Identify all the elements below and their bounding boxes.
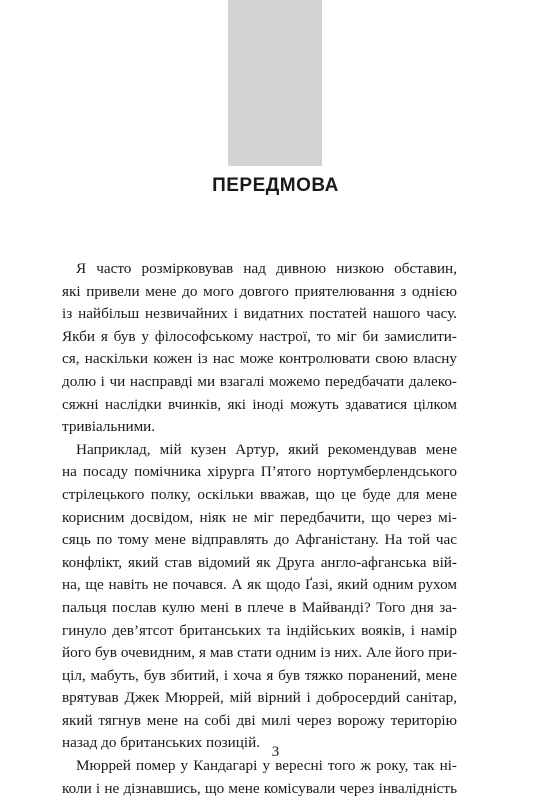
text-line: стрілецького полку, оскільки вважав, що це буде для мене (62, 485, 457, 503)
text-line: сяць по тому мене відправлять до Афганістану. На той час (62, 531, 457, 549)
text-line: на посаду помічника хірурга П’ятого нортумберлендського (62, 463, 457, 481)
text-line: конфлікт, який став відомий як Друга англо-афганська вій- (62, 553, 457, 571)
text-line: назад до британських позицій. (62, 734, 261, 752)
text-line: Я часто розмірковував над дивною низкою обставин, (76, 260, 457, 277)
text-line: на, ще навіть не почався. А як щодо Ґазі, який одним рухом (62, 576, 457, 594)
body-text (62, 258, 457, 800)
text-line: який тягнув мене на собі дві милі через ворожу територію (62, 711, 457, 729)
text-line: долю і чи насправді ми взагалі можемо передбачати далеко- (62, 372, 457, 390)
text-line: сяжні наслідки вчинків, які іноді можуть здаватися цілком (62, 395, 457, 413)
text-line: тривіальними. (62, 418, 156, 436)
text-line: корисним досвідом, ніяк не міг передбачити, що через мі- (62, 508, 457, 526)
text-line: Наприклад, мій кузен Артур, який рекомендував мене (76, 440, 457, 458)
text-line: які привели мене до мого довгого приятелювання з однією (62, 282, 457, 300)
decorative-header-bar (228, 0, 322, 166)
text-line: його був очевидним, я мав стати одним із них. Але його при- (62, 644, 457, 662)
text-line: врятував Джек Мюррей, мій вірний і добросердий санітар, (62, 689, 457, 707)
text-line: Якби я був у філософському настрої, то міг би замислити- (62, 327, 457, 345)
text-line: ціл, мабуть, був збитий, і хоча я був тяжко поранений, мене (62, 666, 457, 684)
text-line: пальця послав кулю мені в плече в Майванді? Того дня за- (62, 598, 457, 616)
text-line: гинуло дев’ятсот британських та індійських вояків, і намір (62, 621, 457, 639)
page-number: 3 (271, 744, 280, 760)
chapter-title: ПЕРЕДМОВА (212, 175, 339, 196)
text-line: Мюррей помер у Кандагарі у вересні того ж року, так ні- (76, 757, 457, 775)
text-line: ся, наскільки кожен із нас може контролювати свою власну (62, 350, 457, 368)
text-line: із найбільш незвичайних і видатних постатей нашого часу. (62, 305, 457, 323)
text-line: коли і не дізнавшись, що мене комісували через інвалідність (62, 779, 457, 797)
